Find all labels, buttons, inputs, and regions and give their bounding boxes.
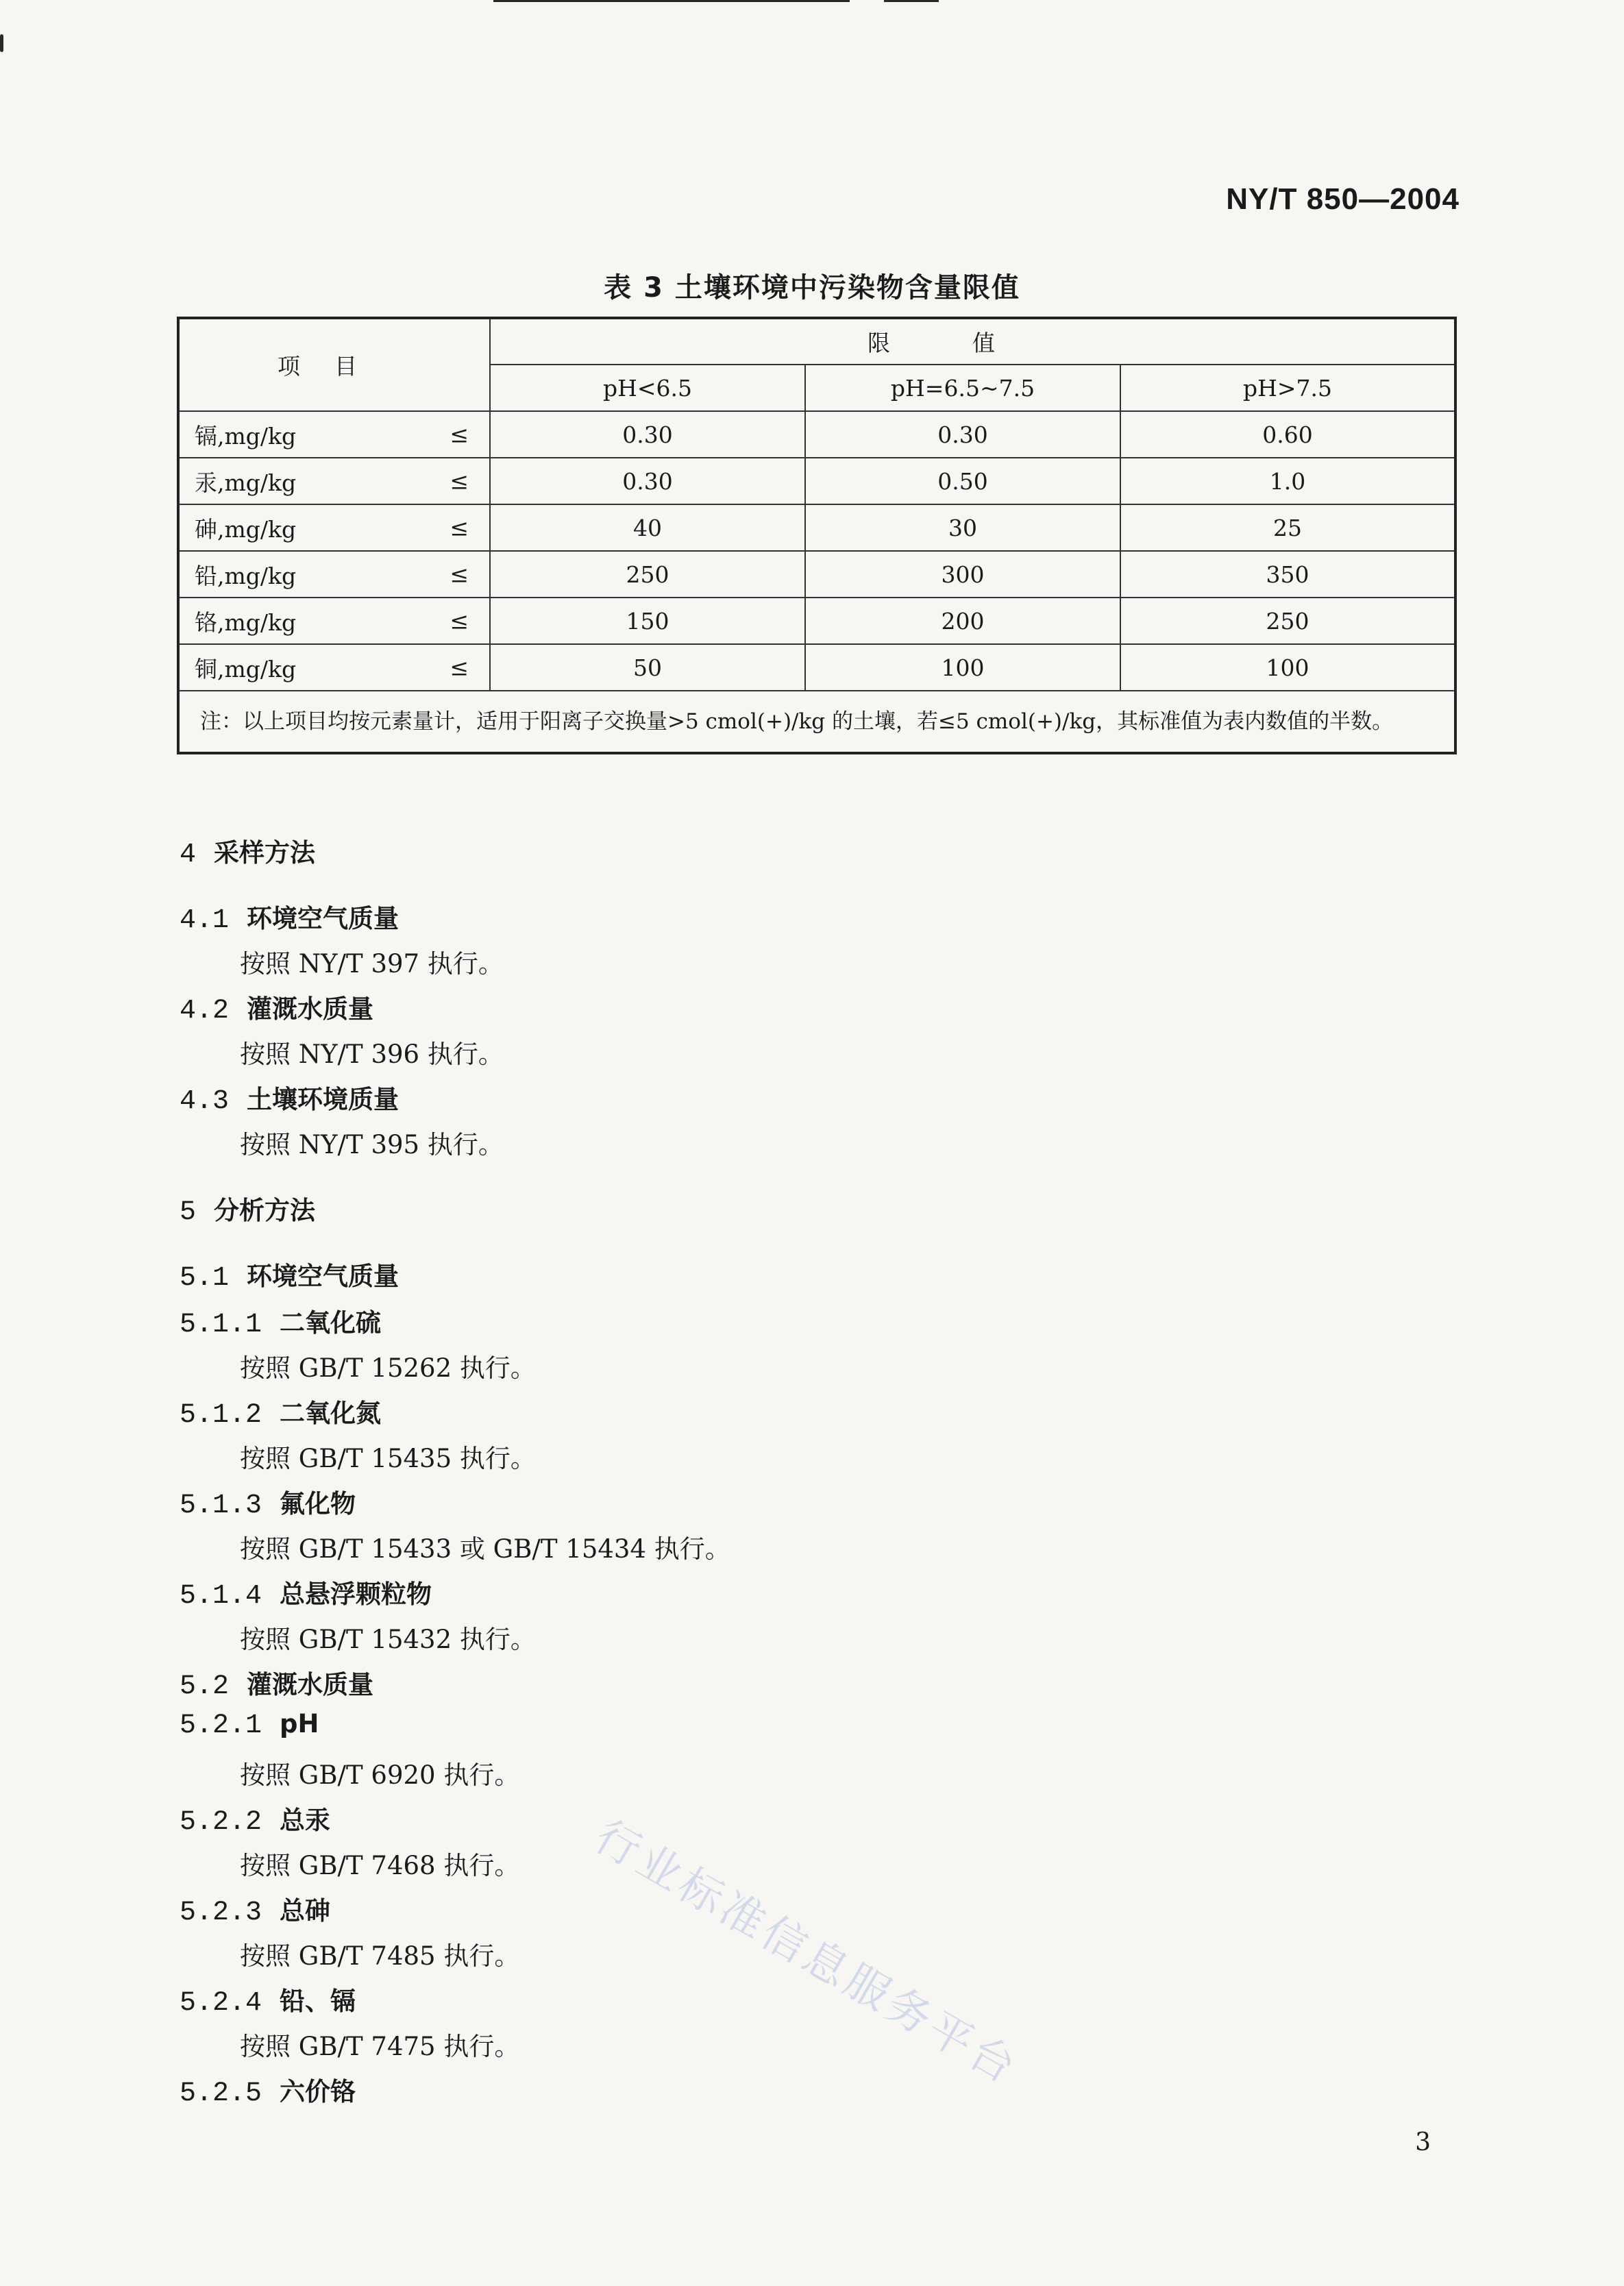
- ph-column-header: pH>7.5: [1120, 365, 1455, 411]
- pollutant-limits-table: [177, 317, 1457, 754]
- value-cell: 0.50: [805, 458, 1120, 504]
- ph-column-header: pH<6.5: [490, 365, 805, 411]
- value-cell: 250: [1120, 598, 1455, 644]
- value-cell: 0.30: [805, 411, 1120, 458]
- table-row: [178, 504, 1455, 551]
- limit-column-header: 限值: [490, 318, 1455, 365]
- section-heading: 5 分析方法: [180, 1196, 316, 1228]
- table-row: [178, 598, 1455, 644]
- section-body: 按照 NY/T 397 执行。: [240, 949, 504, 979]
- value-cell: 100: [805, 644, 1120, 691]
- section-heading: 5.2.5 六价铬: [180, 2077, 356, 2109]
- value-cell: 100: [1120, 644, 1455, 691]
- section-heading: 4.2 灌溉水质量: [180, 994, 374, 1027]
- section-heading: 5.2.4 铅、镉: [180, 1987, 356, 2019]
- section-body: 按照 GB/T 7485 执行。: [240, 1941, 520, 1971]
- scan-edge-mark: [0, 34, 3, 52]
- section-heading: 4.3 土壤环境质量: [180, 1085, 399, 1117]
- item-cell: 铜,mg/kg ≤: [178, 644, 490, 691]
- item-cell: 砷,mg/kg ≤: [178, 504, 490, 551]
- section-body: 按照 GB/T 15432 执行。: [240, 1625, 536, 1654]
- section-heading: 4 采样方法: [180, 838, 316, 870]
- value-cell: 300: [805, 551, 1120, 598]
- section-body: 按照 GB/T 15262 执行。: [240, 1353, 536, 1383]
- value-cell: 0.30: [490, 458, 805, 504]
- value-cell: 0.30: [490, 411, 805, 458]
- section-body: 按照 GB/T 15433 或 GB/T 15434 执行。: [240, 1534, 730, 1564]
- section-heading: 5.1.2 二氧化氮: [180, 1399, 382, 1431]
- ph-column-header: pH=6.5~7.5: [805, 365, 1120, 411]
- value-cell: 250: [490, 551, 805, 598]
- value-cell: 40: [490, 504, 805, 551]
- value-cell: 1.0: [1120, 458, 1455, 504]
- section-body: 按照 GB/T 15435 执行。: [240, 1444, 536, 1473]
- value-cell: 0.60: [1120, 411, 1455, 458]
- table-row: [178, 551, 1455, 598]
- section-body: 按照 GB/T 7468 执行。: [240, 1851, 520, 1880]
- item-cell: 镉,mg/kg ≤: [178, 411, 490, 458]
- section-body: 按照 NY/T 395 执行。: [240, 1130, 504, 1159]
- table-row: [178, 644, 1455, 691]
- section-heading: 5.1.3 氟化物: [180, 1489, 356, 1521]
- item-cell: 汞,mg/kg ≤: [178, 458, 490, 504]
- table-row: [178, 411, 1455, 458]
- section-heading: 4.1 环境空气质量: [180, 904, 399, 936]
- value-cell: 30: [805, 504, 1120, 551]
- item-cell: 铅,mg/kg ≤: [178, 551, 490, 598]
- section-heading: 5.2.2 总汞: [180, 1806, 331, 1838]
- watermark: 行业标准信息服务平台: [586, 1810, 1027, 2096]
- page-number: 3: [1415, 2128, 1431, 2156]
- section-heading: 5.2 灌溉水质量: [180, 1670, 374, 1702]
- value-cell: 200: [805, 598, 1120, 644]
- value-cell: 50: [490, 644, 805, 691]
- item-column-header: 项目: [178, 318, 490, 411]
- table-title: 表 3 土壤环境中污染物含量限值: [604, 272, 1020, 304]
- scan-edge-mark: [884, 0, 939, 2]
- section-body: 按照 GB/T 6920 执行。: [240, 1760, 520, 1790]
- value-cell: 150: [490, 598, 805, 644]
- section-heading: 5.2.1 pH: [180, 1709, 319, 1741]
- section-heading: 5.1 环境空气质量: [180, 1262, 399, 1294]
- scan-edge-mark: [493, 0, 850, 2]
- item-cell: 铬,mg/kg ≤: [178, 598, 490, 644]
- table-row: [178, 458, 1455, 504]
- section-heading: 5.1.4 总悬浮颗粒物: [180, 1580, 432, 1612]
- section-body: 按照 GB/T 7475 执行。: [240, 2032, 520, 2061]
- section-heading: 5.1.1 二氧化硫: [180, 1308, 382, 1340]
- value-cell: 25: [1120, 504, 1455, 551]
- value-cell: 350: [1120, 551, 1455, 598]
- table-note: 注：以上项目均按元素量计，适用于阳离子交换量>5 cmol(+)/kg 的土壤，若≤5 cmol(+)/kg，其标准值为表内数值的半数。: [178, 691, 1455, 753]
- document-code: NY/T 850—2004: [1226, 182, 1460, 216]
- section-body: 按照 NY/T 396 执行。: [240, 1040, 504, 1069]
- section-heading: 5.2.3 总砷: [180, 1896, 331, 1928]
